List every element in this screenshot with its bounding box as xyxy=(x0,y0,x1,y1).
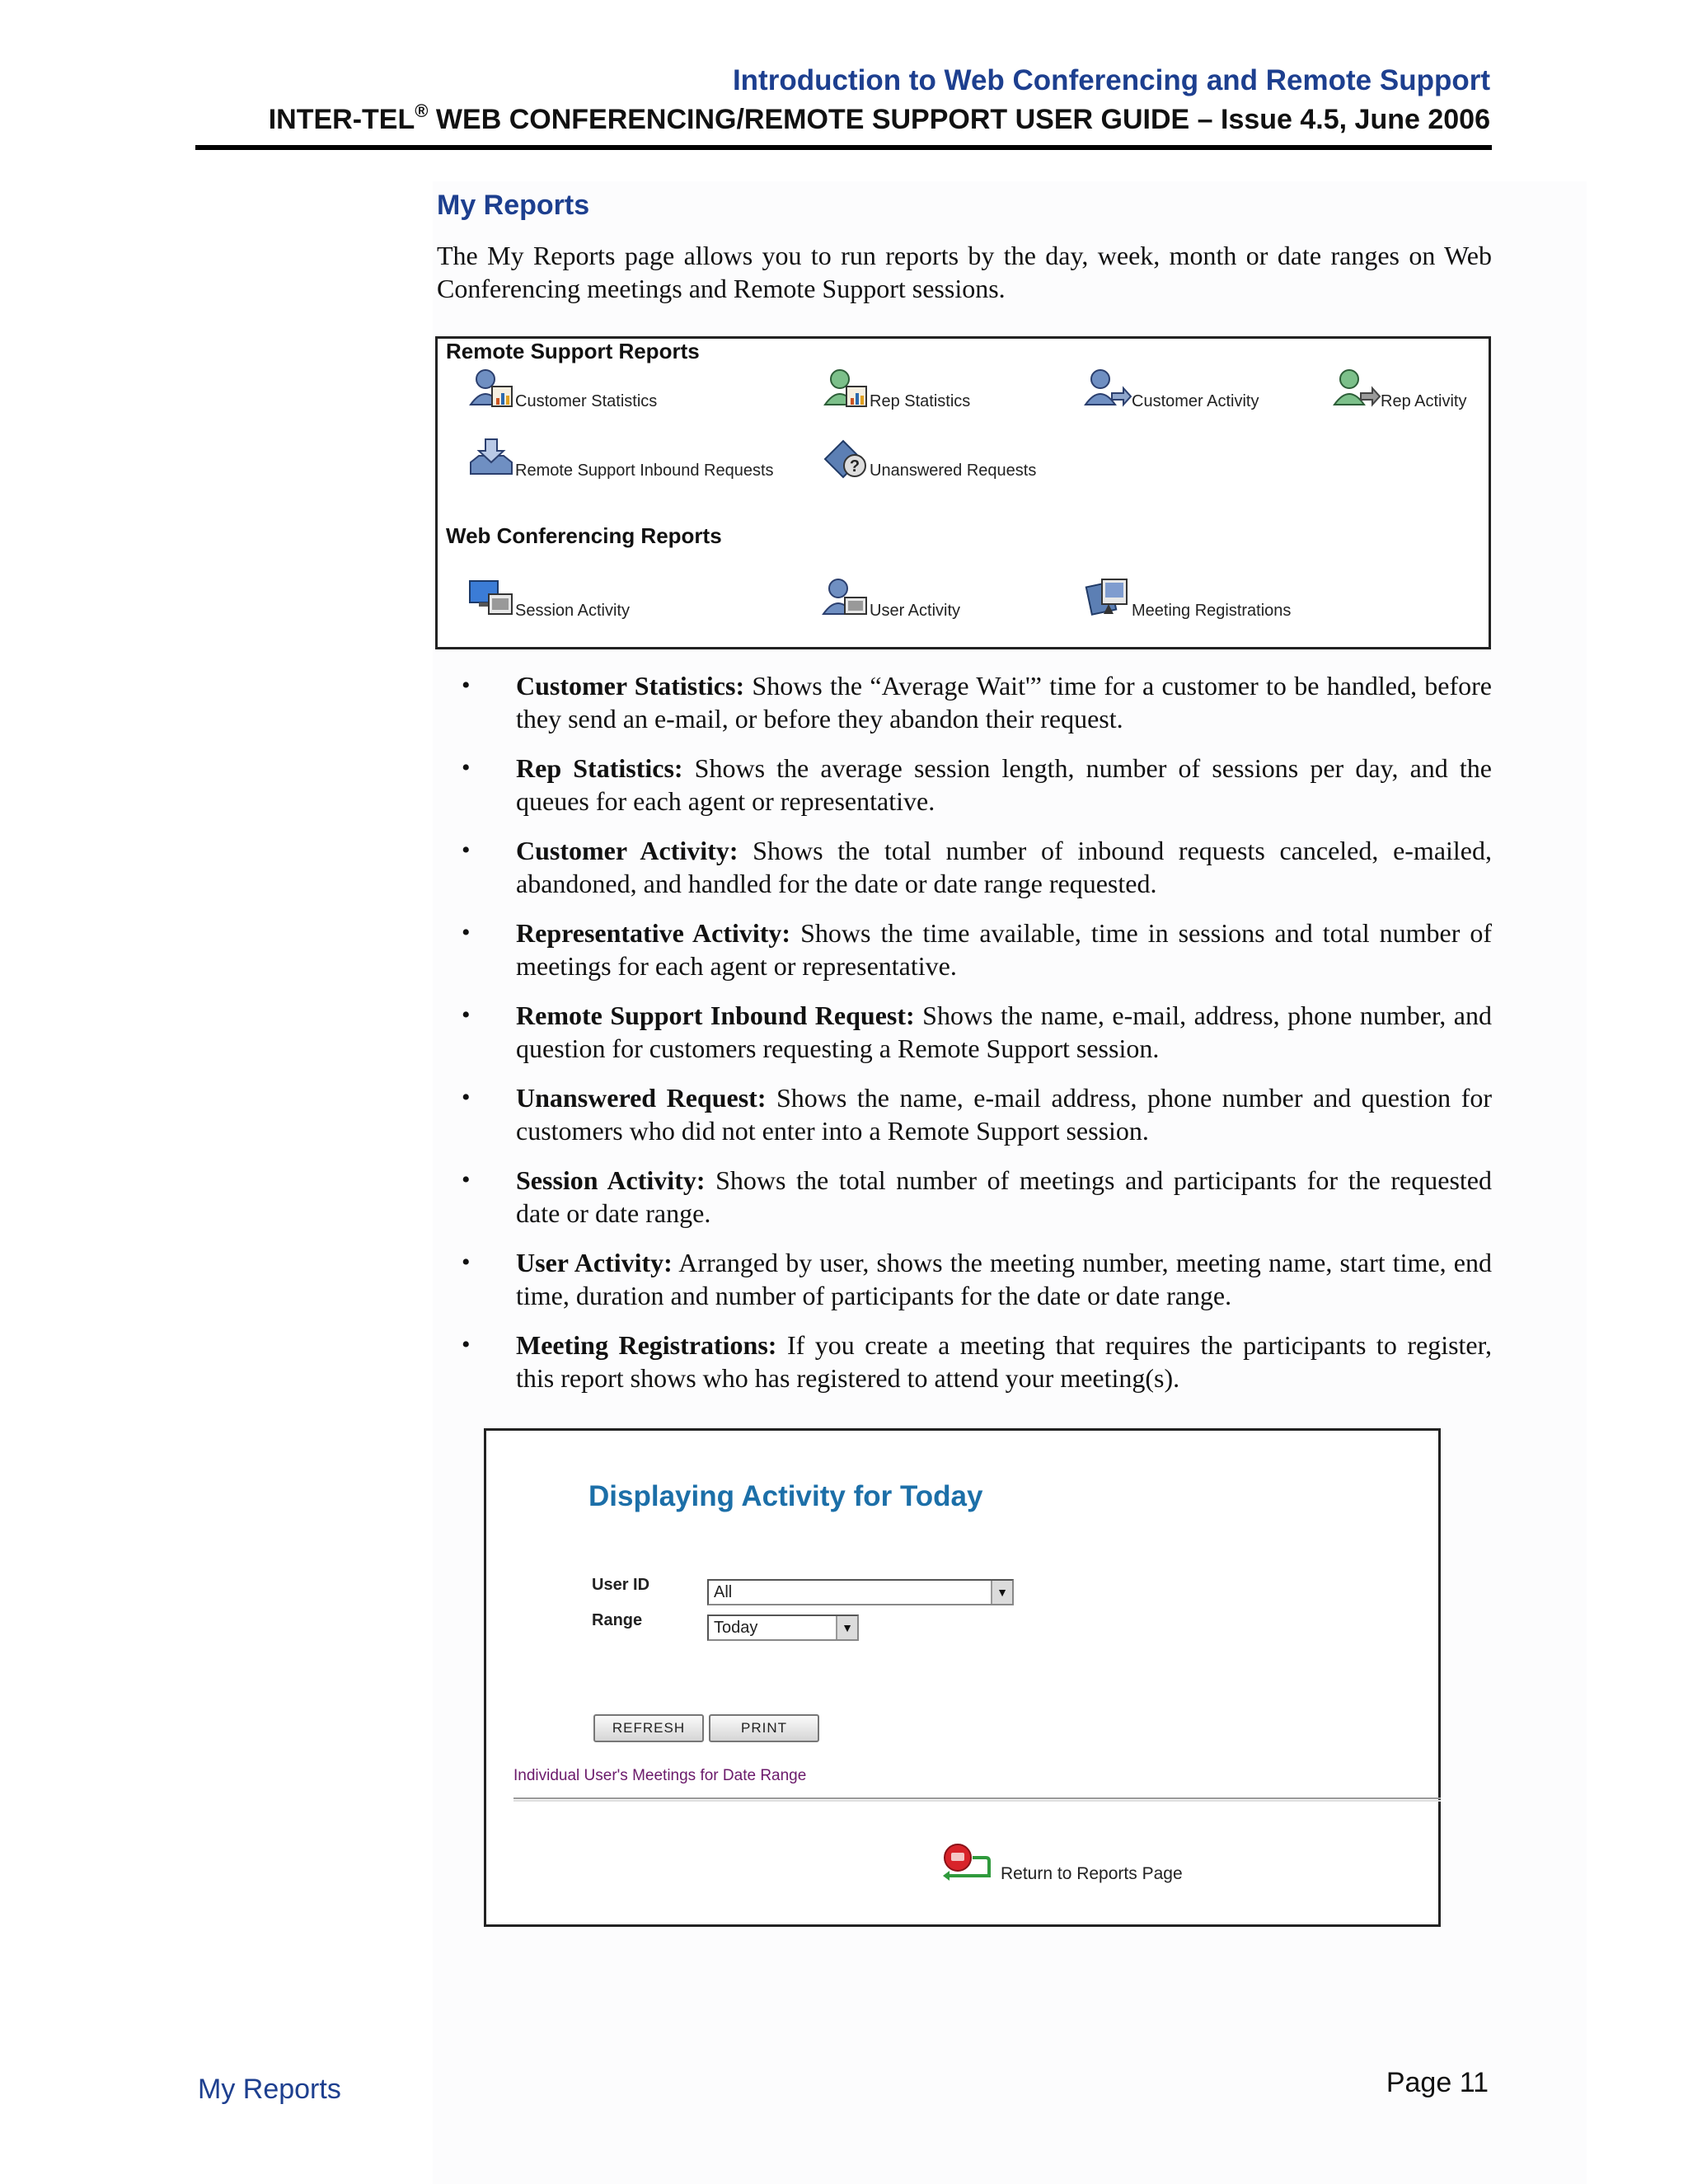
rep-statistics-link[interactable] xyxy=(822,367,970,411)
remote-support-inbound-requests-link[interactable] xyxy=(467,436,774,480)
bullet-text: Shows the average session length, number of sessions per day, and the queues for each agent or representative. xyxy=(516,753,1492,816)
bullet-term: Representative Activity: xyxy=(516,918,791,948)
rep-activity-link[interactable] xyxy=(1333,367,1466,411)
meeting-registrations-link[interactable] xyxy=(1084,576,1291,621)
bullet-term: Unanswered Request: xyxy=(516,1083,767,1113)
session-activity-icon xyxy=(467,576,515,621)
bullet-text: Shows the total number of inbound requests canceled, e-mailed, abandoned, and handled for the date or date range requested. xyxy=(516,836,1492,898)
print-button[interactable]: PRINT xyxy=(709,1714,819,1742)
rep-activity-icon xyxy=(1333,367,1381,411)
report-label: Meeting Registrations xyxy=(1132,602,1292,620)
range-select[interactable] xyxy=(707,1615,859,1641)
report-label: Customer Statistics xyxy=(515,392,658,410)
bullet-text: Shows the “Average Wait'” time for a customer to be handled, before they send an e-mail, or before they abandon their request. xyxy=(516,671,1493,733)
range-value: Today xyxy=(714,1619,758,1637)
list-item xyxy=(437,999,1492,1065)
guide-title: WEB CONFERENCING/REMOTE SUPPORT USER GUIDE – Issue 4.5, June 2006 xyxy=(428,104,1490,135)
bullet-term: Meeting Registrations: xyxy=(516,1330,777,1360)
user-id-select[interactable] xyxy=(707,1579,1014,1605)
registered-mark: ® xyxy=(415,101,429,121)
user-activity-link[interactable] xyxy=(822,576,960,621)
bullet-text: Arranged by user, shows the meeting number, meeting name, start time, end time, duration and number of participants for the date or date range. xyxy=(516,1248,1493,1310)
list-item xyxy=(437,1081,1492,1147)
list-item xyxy=(437,1329,1492,1394)
running-header-guide xyxy=(268,101,1490,136)
bullet-text: Shows the name, e-mail address, phone number and question for customers who did not enter into a Remote Support session. xyxy=(516,1083,1492,1146)
list-item xyxy=(437,1164,1492,1230)
session-activity-link[interactable] xyxy=(467,576,630,621)
report-descriptions-list xyxy=(437,669,1492,1411)
bullet-text: Shows the time available, time in sessions and total number of meetings for each agent or representative. xyxy=(516,918,1493,981)
bullet-icon: • xyxy=(462,1166,471,1193)
refresh-button[interactable]: REFRESH xyxy=(593,1714,704,1742)
bullet-term: Customer Activity: xyxy=(516,836,738,865)
unanswered-requests-icon xyxy=(822,436,870,480)
unanswered-requests-link[interactable] xyxy=(822,436,1036,480)
user-id-label: User ID xyxy=(592,1576,650,1594)
user-id-value: All xyxy=(714,1583,733,1601)
bullet-icon: • xyxy=(462,1084,471,1111)
customer-activity-link[interactable] xyxy=(1084,367,1259,411)
individual-meetings-link[interactable]: Individual User's Meetings for Date Range xyxy=(513,1767,807,1784)
bullet-icon: • xyxy=(462,672,471,699)
inbound-requests-icon xyxy=(467,436,515,480)
bullet-icon: • xyxy=(462,1249,471,1276)
remote-support-reports-title: Remote Support Reports xyxy=(446,339,700,363)
bullet-icon: • xyxy=(462,919,471,946)
report-label: User Activity xyxy=(870,602,961,620)
activity-panel xyxy=(484,1428,1441,1927)
list-item xyxy=(437,834,1492,900)
report-label: Session Activity xyxy=(515,602,630,620)
report-label: Rep Activity xyxy=(1381,392,1467,410)
chevron-down-icon[interactable]: ▼ xyxy=(991,1581,1012,1604)
list-item xyxy=(437,669,1492,735)
chevron-down-icon[interactable]: ▼ xyxy=(836,1616,857,1639)
section-title: My Reports xyxy=(437,190,590,221)
bullet-term: User Activity: xyxy=(516,1248,673,1277)
page-number: Page 11 xyxy=(1386,2067,1489,2098)
user-activity-icon xyxy=(822,576,870,621)
list-item xyxy=(437,1246,1492,1312)
web-conferencing-reports-title: Web Conferencing Reports xyxy=(446,523,722,548)
bullet-icon: • xyxy=(462,1001,471,1029)
customer-statistics-link[interactable] xyxy=(467,367,657,411)
header-rule xyxy=(195,145,1492,150)
return-arrow-icon xyxy=(940,1843,997,1884)
bullet-term: Session Activity: xyxy=(516,1165,706,1195)
list-item xyxy=(437,752,1492,818)
bullet-term: Customer Statistics: xyxy=(516,671,745,701)
reports-panel xyxy=(435,336,1491,649)
meeting-registrations-icon xyxy=(1084,576,1132,621)
customer-activity-icon xyxy=(1084,367,1132,411)
bullet-text: If you create a meeting that requires the participants to register, this report shows who has registered to attend your meeting(s). xyxy=(516,1330,1493,1393)
return-label: Return to Reports Page xyxy=(1001,1864,1183,1883)
activity-title: Displaying Activity for Today xyxy=(588,1480,983,1512)
running-header-section: Introduction to Web Conferencing and Remote Support xyxy=(732,64,1490,96)
guide-brand: INTER-TEL xyxy=(268,104,415,135)
customer-statistics-icon xyxy=(467,367,515,411)
report-label: Customer Activity xyxy=(1132,392,1259,410)
intro-paragraph: The My Reports page allows you to run reports by the day, week, month or date ranges on Web Conferencing meetings and Remote Support sessions. xyxy=(437,241,1492,303)
report-label: Remote Support Inbound Requests xyxy=(515,462,774,480)
bullet-icon: • xyxy=(462,754,471,781)
report-label: Rep Statistics xyxy=(870,392,971,410)
list-item xyxy=(437,916,1492,982)
bullet-term: Remote Support Inbound Request: xyxy=(516,1001,915,1030)
return-to-reports-link[interactable] xyxy=(940,1843,1183,1884)
bullet-icon: • xyxy=(462,1331,471,1358)
rep-statistics-icon xyxy=(822,367,870,411)
bullet-term: Rep Statistics: xyxy=(516,753,683,783)
range-label: Range xyxy=(592,1611,643,1629)
footer-section-name: My Reports xyxy=(198,2074,341,2105)
svg-text:?: ? xyxy=(849,457,860,476)
bullet-text: Shows the name, e-mail, address, phone number, and question for customers requesting a Remote Support session. xyxy=(516,1001,1493,1063)
bullet-text: Shows the total number of meetings and participants for the requested date or date range. xyxy=(516,1165,1493,1228)
divider xyxy=(513,1797,1441,1802)
report-label: Unanswered Requests xyxy=(870,462,1037,480)
bullet-icon: • xyxy=(462,837,471,864)
